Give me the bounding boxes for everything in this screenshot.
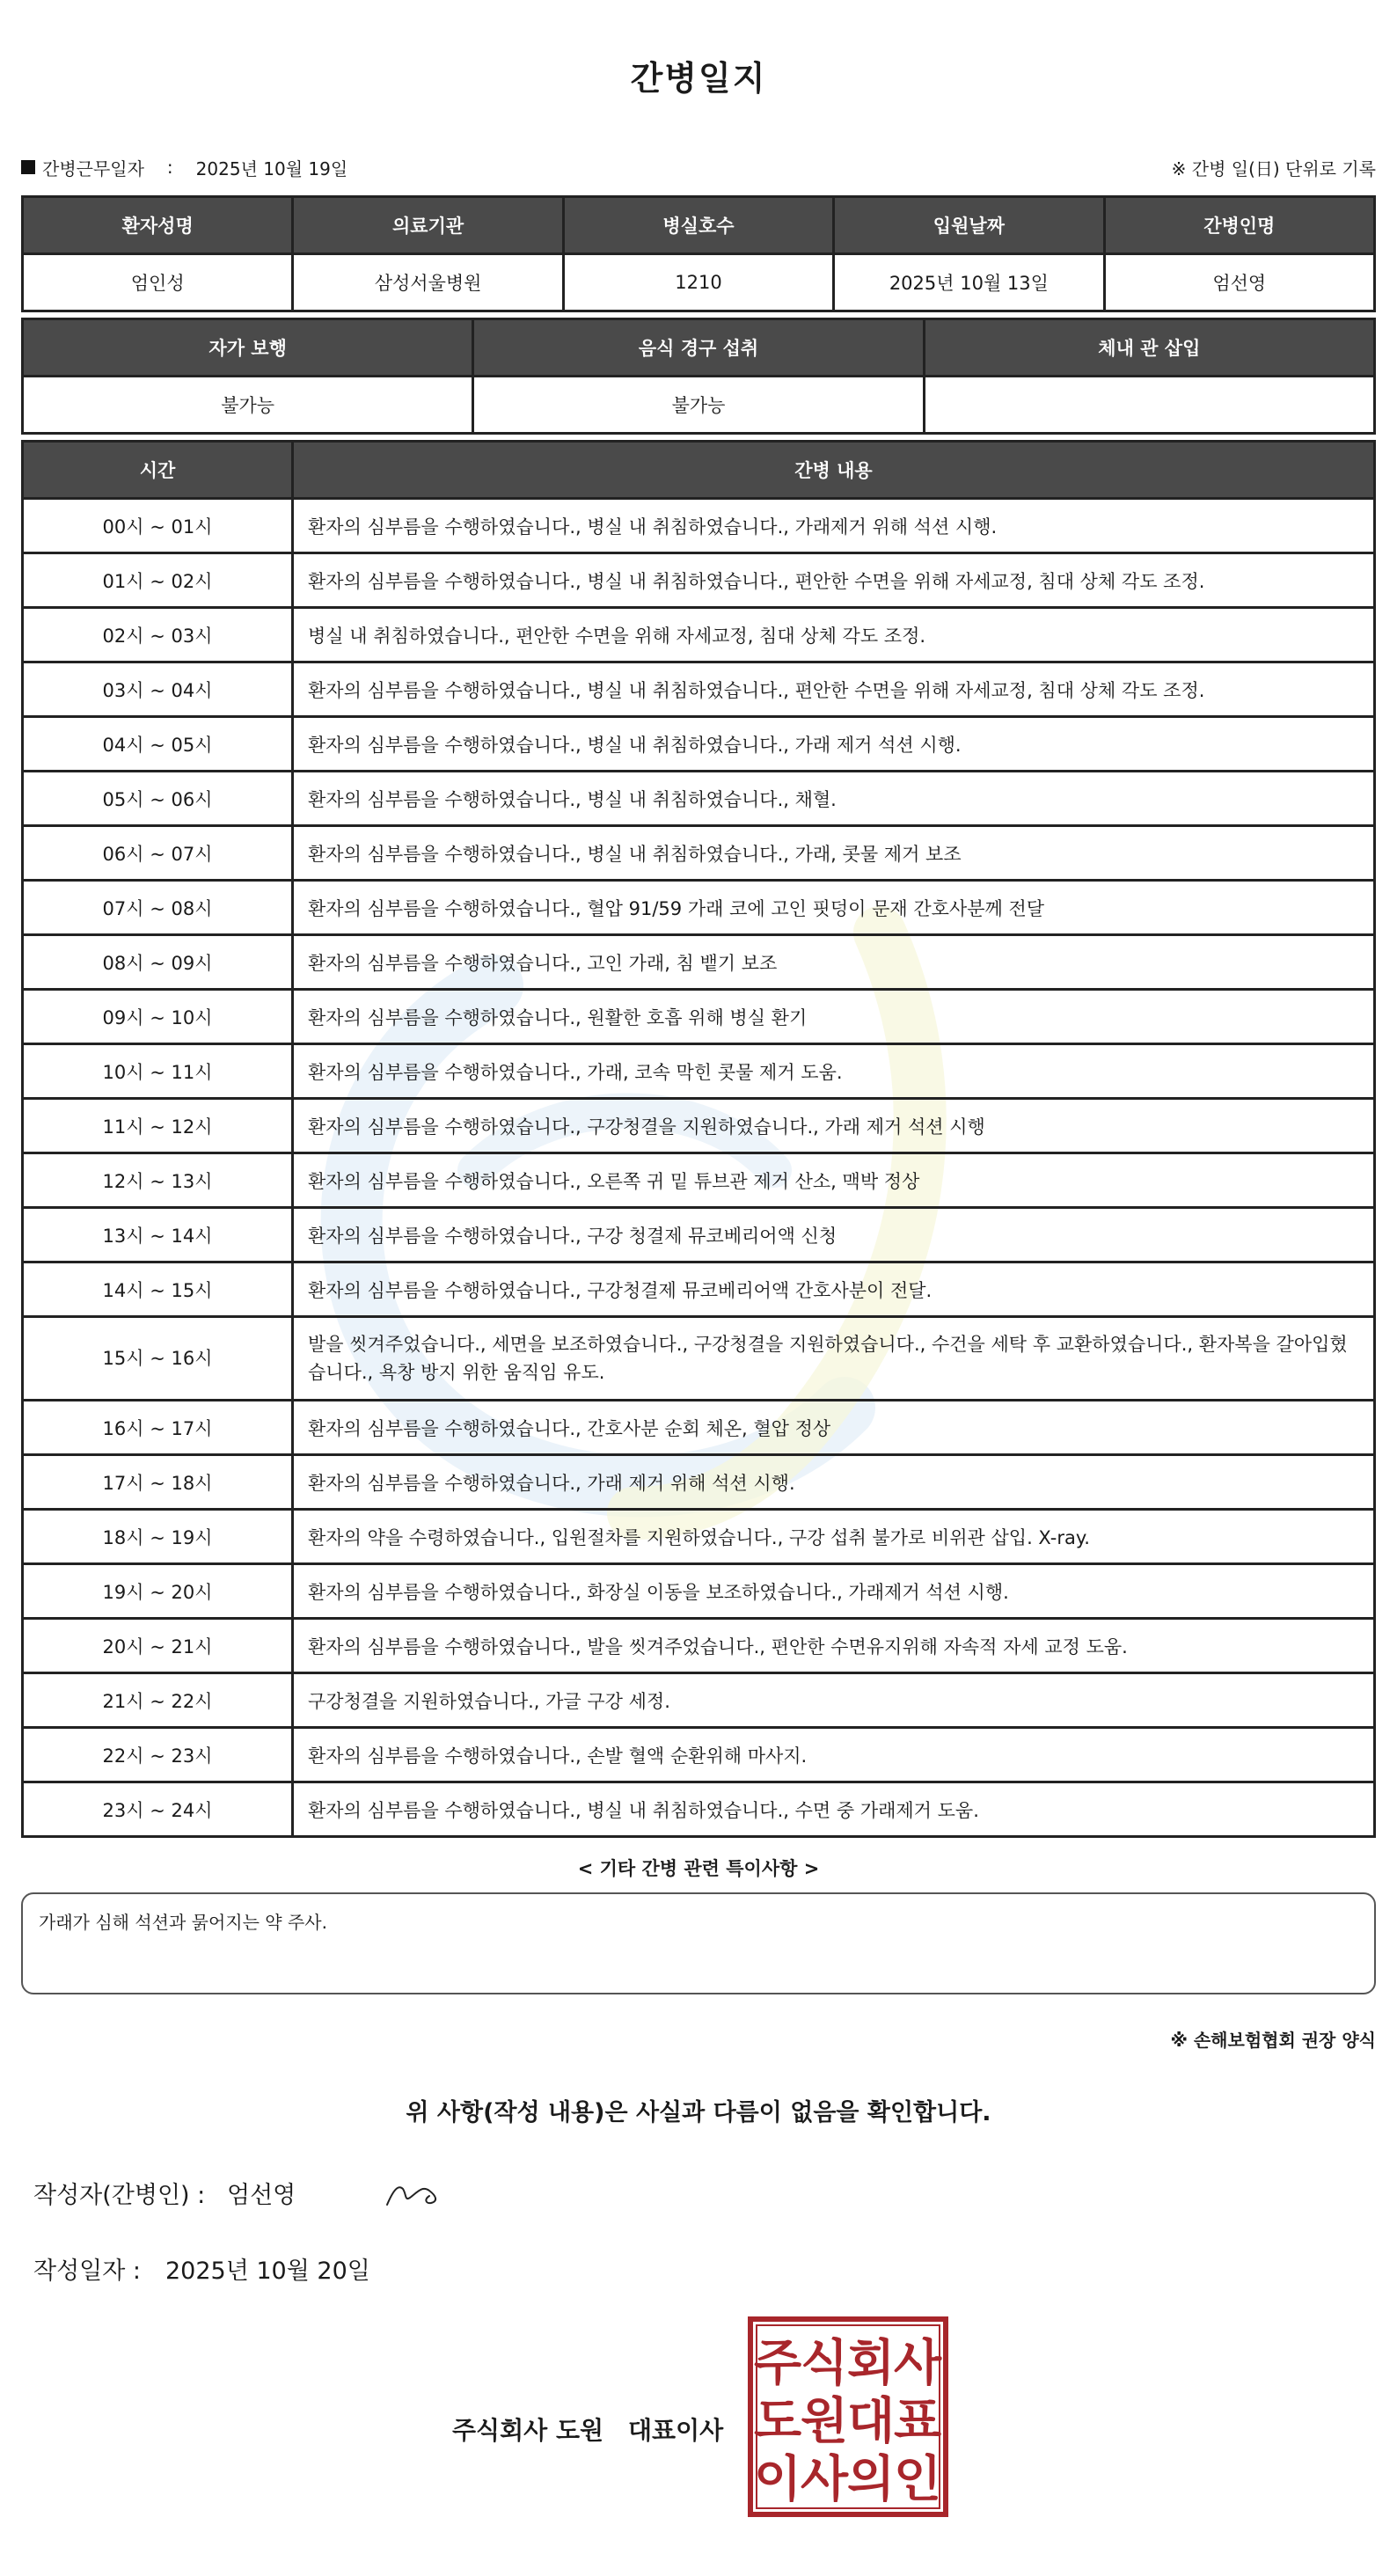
patient-status-value-row [23,377,1375,434]
admission-date: 2025년 10월 13일 [834,254,1104,311]
care-content: 환자의 심부름을 수행하였습니다., 병실 내 취침하였습니다., 가래, 콧물 제거 보조 [293,826,1375,881]
time-slot: 02시 ~ 03시 [23,608,293,662]
care-content: 환자의 약을 수령하였습니다., 입원절차를 지원하였습니다., 구강 섭취 불가로 비위관 삽입. X-ray. [293,1510,1375,1564]
author-label: 작성자(간병인) : [33,2181,206,2209]
time-slot: 06시 ~ 07시 [23,826,293,881]
seal-glyph: 인 [893,2451,942,2508]
table-row [23,1153,1375,1208]
seal-glyph: 이 [753,2451,802,2508]
care-content: 환자의 심부름을 수행하였습니다., 병실 내 취침하였습니다., 편안한 수면을 위해 자세교정, 침대 상체 각도 조정. [293,553,1375,608]
time-slot: 13시 ~ 14시 [23,1208,293,1262]
care-content: 환자의 심부름을 수행하였습니다., 병실 내 취침하였습니다., 수면 중 가래제거 도움. [293,1782,1375,1837]
seal-glyph: 주 [753,2335,802,2392]
time-slot: 05시 ~ 06시 [23,772,293,826]
company-seal [748,2316,948,2517]
care-content: 환자의 심부름을 수행하였습니다., 병실 내 취침하였습니다., 편안한 수면을 위해 자세교정, 침대 상체 각도 조정. [293,662,1375,717]
time-slot: 21시 ~ 22시 [23,1673,293,1728]
time-slot: 18시 ~ 19시 [23,1510,293,1564]
table-row [23,1208,1375,1262]
seal-glyph: 표 [893,2393,942,2450]
time-slot: 00시 ~ 01시 [23,499,293,553]
time-slot: 22시 ~ 23시 [23,1728,293,1782]
care-content: 환자의 심부름을 수행하였습니다., 구강 청결제 뮤코베리어액 신청 [293,1208,1375,1262]
table-row [23,1262,1375,1317]
care-content: 환자의 심부름을 수행하였습니다., 병실 내 취침하였습니다., 채혈. [293,772,1375,826]
remarks-box: 가래가 심해 석션과 묽어지는 약 주사. [21,1892,1376,1994]
page-title: 간병일지 [630,59,767,98]
header-admission-date: 입원날짜 [834,197,1104,254]
header-self-walking: 자가 보행 [23,319,473,377]
seal-glyph: 회 [846,2335,896,2392]
patient-status-table [21,318,1376,435]
care-content: 병실 내 취침하였습니다., 편안한 수면을 위해 자세교정, 침대 상체 각도 조정. [293,608,1375,662]
table-row [23,1044,1375,1099]
time-slot: 17시 ~ 18시 [23,1455,293,1510]
table-row [23,1099,1375,1153]
table-row [23,881,1375,935]
meta-row [21,150,1376,185]
written-date-value: 2025년 10월 20일 [165,2257,370,2285]
table-row [23,935,1375,990]
time-slot: 19시 ~ 20시 [23,1564,293,1619]
care-content: 환자의 심부름을 수행하였습니다., 구강청결을 지원하였습니다., 가래 제거 석션 시행 [293,1099,1375,1153]
care-content: 환자의 심부름을 수행하였습니다., 병실 내 취침하였습니다., 가래 제거 석션 시행. [293,717,1375,772]
header-hospital: 의료기관 [293,197,563,254]
author-row [21,2170,1376,2214]
record-unit-note: ※ 간병 일(日) 단위로 기록 [1171,157,1376,179]
work-date-separator: : [166,157,173,178]
patient-info-table [21,195,1376,312]
company-representative-title: 대표이사 [628,2416,724,2445]
care-content: 환자의 심부름을 수행하였습니다., 가래 제거 위해 석션 시행. [293,1455,1375,1510]
table-row [23,1728,1375,1782]
author-name: 엄선영 [227,2181,296,2209]
table-row [23,1673,1375,1728]
written-date-label: 작성일자 : [33,2257,142,2285]
care-content: 환자의 심부름을 수행하였습니다., 가래, 코속 막힌 콧물 제거 도움. [293,1044,1375,1099]
oral-intake-value: 불가능 [473,377,924,434]
remarks-title: < 기타 간병 관련 특이사항 > [577,1858,820,1879]
time-slot: 20시 ~ 21시 [23,1619,293,1673]
company-name: 주식회사 도원 [452,2416,604,2445]
time-slot: 11시 ~ 12시 [23,1099,293,1153]
care-content: 환자의 심부름을 수행하였습니다., 간호사분 순회 체온, 혈압 정상 [293,1401,1375,1455]
signature-mark [384,2175,445,2210]
square-bullet-icon [21,160,35,174]
care-content: 환자의 심부름을 수행하였습니다., 원활한 호흡 위해 병실 환기 [293,990,1375,1044]
time-slot: 04시 ~ 05시 [23,717,293,772]
header-oral-intake: 음식 경구 섭취 [473,319,924,377]
patient-name: 엄인성 [23,254,293,311]
care-log-table [21,440,1376,1838]
table-row [23,1619,1375,1673]
header-time: 시간 [23,442,293,499]
time-slot: 08시 ~ 09시 [23,935,293,990]
header-care-content: 간병 내용 [293,442,1375,499]
work-date [21,155,347,180]
time-slot: 10시 ~ 11시 [23,1044,293,1099]
patient-info-value-row [23,254,1375,311]
care-content: 환자의 심부름을 수행하였습니다., 오른쪽 귀 밑 튜브관 제거 산소, 맥박 정상 [293,1153,1375,1208]
care-content: 환자의 심부름을 수행하였습니다., 혈압 91/59 가래 코에 고인 핏덩이 문재 간호사분께 전달 [293,881,1375,935]
patient-info-header-row [23,197,1375,254]
table-row [23,1782,1375,1837]
seal-glyph: 의 [846,2451,896,2508]
care-content: 발을 씻겨주었습니다., 세면을 보조하였습니다., 구강청결을 지원하였습니다., 수건을 세탁 후 교환하였습니다., 환자복을 갈아입혔습니다., 욕창 방지 위한 움직임 유도. [293,1317,1375,1401]
seal-glyph: 원 [800,2393,849,2450]
work-date-value: 2025년 10월 19일 [195,157,348,179]
table-row [23,553,1375,608]
header-room-number: 병실호수 [563,197,833,254]
hospital-name: 삼성서울병원 [293,254,563,311]
patient-status-header-row [23,319,1375,377]
seal-glyph: 사 [893,2335,942,2392]
written-date-row [21,2246,1376,2290]
table-row [23,826,1375,881]
table-row [23,1401,1375,1455]
time-slot: 12시 ~ 13시 [23,1153,293,1208]
self-walking-value: 불가능 [23,377,473,434]
time-slot: 16시 ~ 17시 [23,1401,293,1455]
header-caregiver-name: 간병인명 [1104,197,1374,254]
room-number: 1210 [563,254,833,311]
table-row [23,717,1375,772]
table-row [23,608,1375,662]
care-content: 환자의 심부름을 수행하였습니다., 화장실 이동을 보조하였습니다., 가래제거 석션 시행. [293,1564,1375,1619]
care-content: 환자의 심부름을 수행하였습니다., 고인 가래, 침 뱉기 보조 [293,935,1375,990]
care-log-header-row [23,442,1375,499]
company-row [21,2316,1376,2528]
care-content: 환자의 심부름을 수행하였습니다., 구강청결제 뮤코베리어액 간호사분이 전달. [293,1262,1375,1317]
care-content: 환자의 심부름을 수행하였습니다., 손발 혈액 순환위해 마사지. [293,1728,1375,1782]
time-slot: 23시 ~ 24시 [23,1782,293,1837]
table-row [23,1317,1375,1401]
seal-glyph: 대 [846,2393,896,2450]
time-slot: 14시 ~ 15시 [23,1262,293,1317]
time-slot: 07시 ~ 08시 [23,881,293,935]
work-date-label: 간병근무일자 [42,157,144,179]
seal-glyph: 도 [753,2393,802,2450]
tube-insertion-value [924,377,1374,434]
table-row [23,1510,1375,1564]
table-row [23,1564,1375,1619]
table-row [23,990,1375,1044]
time-slot: 09시 ~ 10시 [23,990,293,1044]
care-content: 환자의 심부름을 수행하였습니다., 병실 내 취침하였습니다., 가래제거 위해 석션 시행. [293,499,1375,553]
care-log-body [23,499,1375,1837]
form-note: ※ 손해보험협회 권장 양식 [1170,2030,1376,2051]
seal-glyph: 식 [800,2335,849,2392]
table-row [23,1455,1375,1510]
time-slot: 15시 ~ 16시 [23,1317,293,1401]
table-row [23,662,1375,717]
table-row [23,772,1375,826]
confirmation-statement: 위 사항(작성 내용)은 사실과 다름이 없음을 확인합니다. [406,2099,991,2126]
header-patient-name: 환자성명 [23,197,293,254]
care-content: 환자의 심부름을 수행하였습니다., 발을 씻겨주었습니다., 편안한 수면유지위해 자속적 자세 교정 도움. [293,1619,1375,1673]
time-slot: 03시 ~ 04시 [23,662,293,717]
table-row [23,499,1375,553]
header-tube-insertion: 체내 관 삽입 [924,319,1374,377]
seal-glyph: 사 [800,2451,849,2508]
care-content: 구강청결을 지원하였습니다., 가글 구강 세정. [293,1673,1375,1728]
caregiver-name: 엄선영 [1104,254,1374,311]
time-slot: 01시 ~ 02시 [23,553,293,608]
